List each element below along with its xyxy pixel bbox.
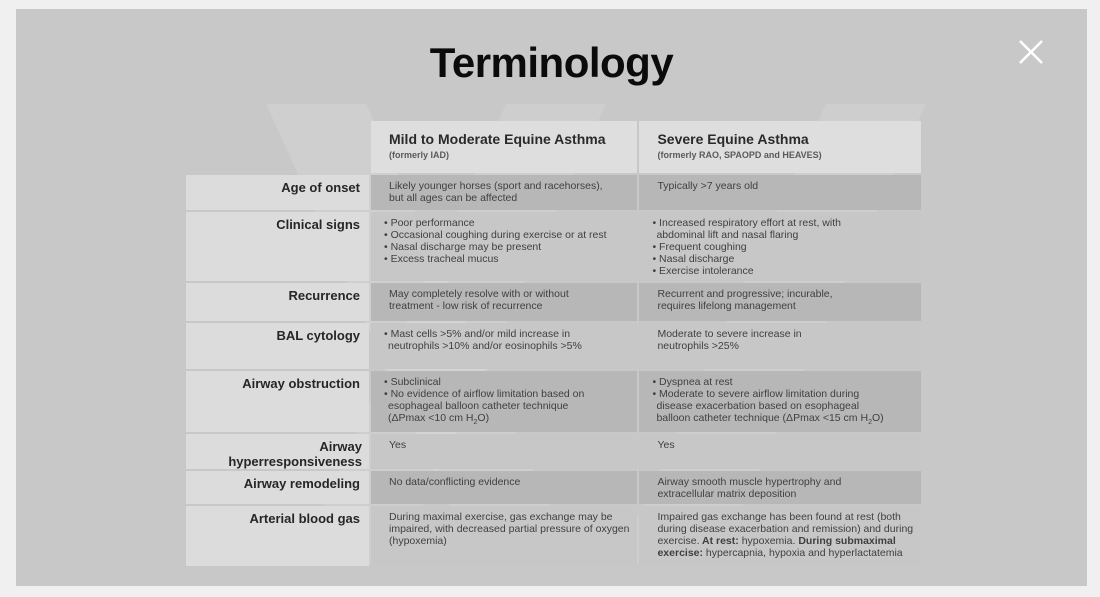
severe-cell: Moderate to severe increase in neutrophils >25% — [639, 323, 921, 369]
close-button[interactable] — [1015, 36, 1047, 68]
row-label: Recurrence — [186, 283, 369, 321]
table-row — [186, 283, 921, 321]
table-row — [186, 175, 921, 210]
row-label: BAL cytology — [186, 323, 369, 369]
terminology-table — [184, 119, 923, 568]
mild-cell: During maximal exercise, gas exchange may be impaired, with decreased partial pressure of oxygen (hypoxemia) — [371, 506, 637, 566]
mild-cell: Yes — [371, 434, 637, 469]
row-label: Airway remodeling — [186, 471, 369, 504]
table-row — [186, 323, 921, 369]
row-label: Clinical signs — [186, 212, 369, 281]
table-row — [186, 371, 921, 432]
mild-cell: • Poor performance • Occasional coughing during exercise or at rest • Nasal discharge may be present • Excess tracheal mucus — [371, 212, 637, 281]
mild-cell: Likely younger horses (sport and racehorses), but all ages can be affected — [371, 175, 637, 210]
row-label: Age of onset — [186, 175, 369, 210]
table-row — [186, 212, 921, 281]
mild-cell: • Subclinical • No evidence of airflow limitation based on esophageal balloon catheter technique (ΔPmax <10 cm $H_2O$) — [371, 371, 637, 432]
mild-cell: No data/conflicting evidence — [371, 471, 637, 504]
severe-cell: Airway smooth muscle hypertrophy and extracellular matrix deposition — [639, 471, 921, 504]
column-title: Severe Equine Asthma — [657, 131, 809, 147]
mild-cell: May completely resolve with or without treatment - low risk of recurrence — [371, 283, 637, 321]
severe-cell: Recurrent and progressive; incurable, requires lifelong management — [639, 283, 921, 321]
column-subtitle: (formerly RAO, SPAOPD and HEAVES) — [657, 150, 822, 160]
severe-cell: • Dyspnea at rest • Moderate to severe airflow limitation during disease exacerbation based on esophageal balloon catheter technique (ΔPmax <15 cm $H_2O$) — [639, 371, 921, 432]
severe-cell: Yes — [639, 434, 921, 469]
row-label: Arterial blood gas — [186, 506, 369, 566]
table-row — [186, 471, 921, 504]
terminology-modal — [16, 9, 1087, 586]
column-header-mild — [371, 121, 637, 173]
close-icon — [1015, 36, 1047, 68]
column-title: Mild to Moderate Equine Asthma — [389, 131, 606, 147]
row-label: Airway hyperresponsiveness — [186, 434, 369, 469]
mild-cell: • Mast cells >5% and/or mild increase in neutrophils >10% and/or eosinophils >5% — [371, 323, 637, 369]
table-row — [186, 506, 921, 566]
severe-cell: • Increased respiratory effort at rest, with abdominal lift and nasal flaring • Frequent coughing • Nasal discharge • Exercise intolerance — [639, 212, 921, 281]
modal-title: Terminology — [429, 39, 674, 86]
severe-cell: Impaired gas exchange has been found at rest (both during disease exacerbation and remission) and during exercise. At rest: hypoxemia. During submaximal exercise: hypercapnia, hypoxia and hyperlactatemia — [639, 506, 921, 566]
table-row — [186, 434, 921, 469]
row-label: Airway obstruction — [186, 371, 369, 432]
empty-corner — [186, 121, 369, 173]
column-subtitle: (formerly IAD) — [389, 150, 450, 160]
severe-cell: Typically >7 years old — [639, 175, 921, 210]
column-header-severe — [639, 121, 921, 173]
